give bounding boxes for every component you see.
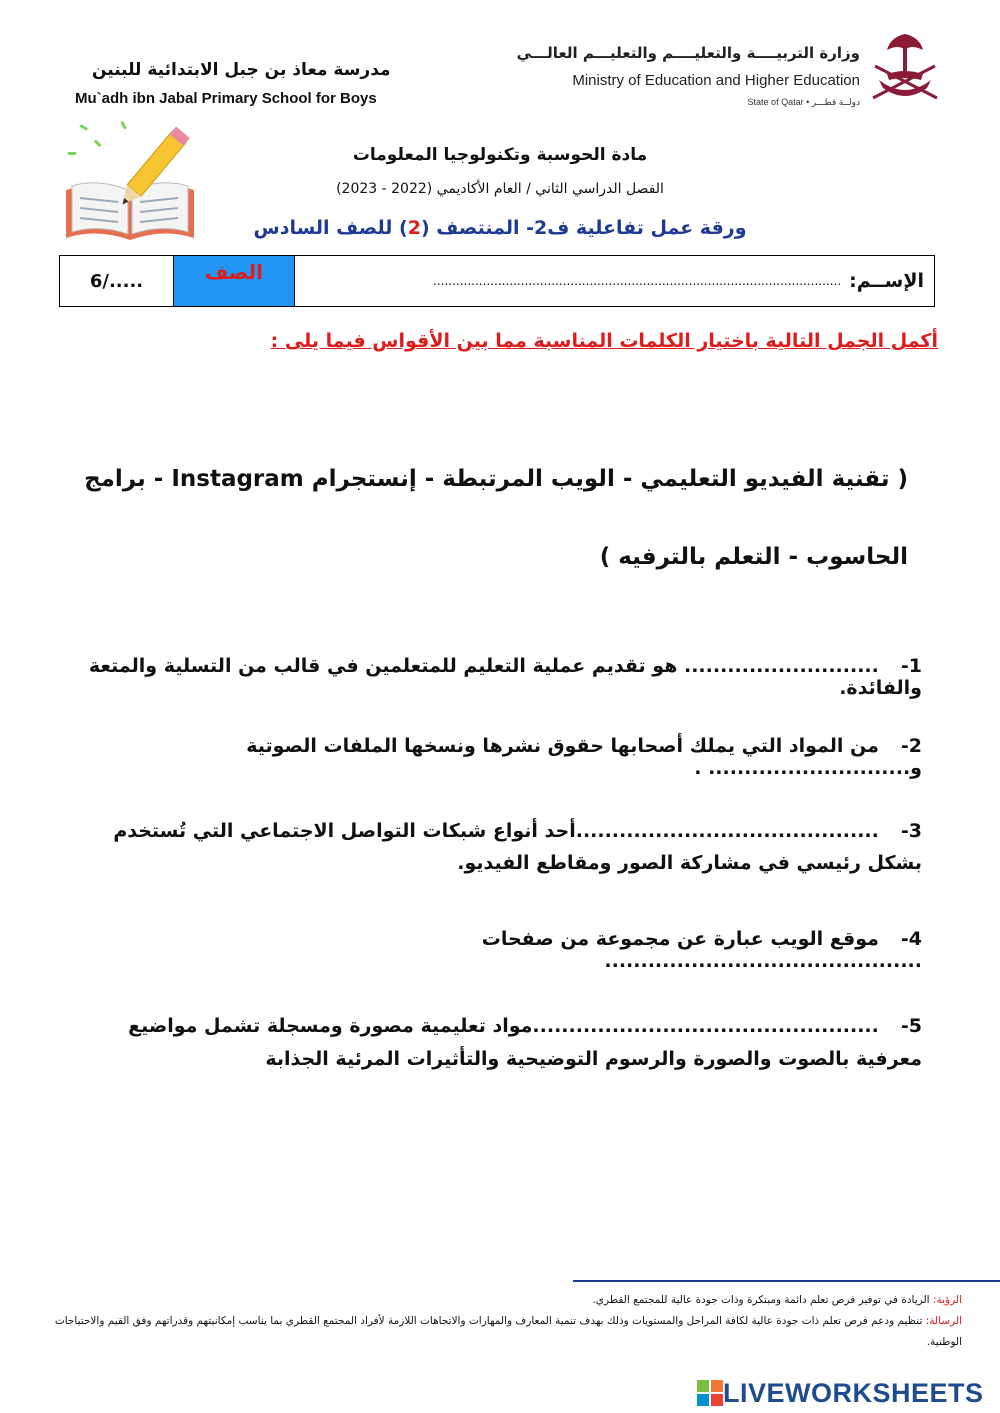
question-number: 2- [900, 735, 922, 757]
question-number: 3- [900, 820, 922, 842]
question-3 [110, 815, 922, 879]
question-5 [100, 1010, 922, 1076]
mission-line [40, 1311, 962, 1353]
question-number: 4- [900, 928, 922, 950]
footer-divider [573, 1280, 1000, 1282]
liveworksheets-logo-icon [697, 1380, 723, 1408]
vision-label: الرؤية: [932, 1294, 962, 1306]
student-info-table [59, 255, 935, 307]
book-pencil-icon [60, 120, 200, 250]
name-cell [295, 256, 934, 306]
school-name-arabic: مدرسة معاذ بن جبل الابتدائية للبنين [92, 60, 391, 80]
grade-value-field[interactable]: 6/..... [60, 256, 174, 306]
word-bank: ( تقنية الفيديو التعليمي - الويب المرتبطة - إنستجرام Instagram - برامج الحاسوب - التعلم بالترفيه ) [84, 466, 908, 570]
question-text[interactable]: من المواد التي يملك أصحابها حقوق نشرها ونسخها الملفات الصوتية و............................ . [246, 735, 922, 779]
worksheet-title [180, 217, 820, 239]
question-1 [85, 655, 922, 699]
question-text[interactable]: موقع الويب عبارة عن مجموعة من صفحات ............................................ [481, 928, 922, 972]
name-label: الإســم: [849, 270, 924, 292]
instruction-text: أكمل الجمل التالية باختيار الكلمات المناسبة مما بين الأقواس فيما يلى : [270, 330, 938, 352]
ministry-name-english: Ministry of Education and Higher Education [572, 72, 860, 89]
grade-label: الصف [174, 256, 295, 306]
question-4 [190, 928, 922, 972]
vision-mission-block [40, 1290, 962, 1353]
vision-line [40, 1290, 962, 1311]
title-number: 2 [407, 217, 421, 239]
question-text[interactable]: ........................... هو تقديم عملية التعليم للمتعلمين في قالب من التسلية والمتعة والفائدة. [88, 655, 922, 699]
title-prefix: ورقة عمل تفاعلية ف2- المنتصف ( [420, 217, 747, 239]
mission-text: تنظيم ودعم فرص تعلم ذات جودة عالية لكافة المراحل والمستويات وذلك بهدف تنمية المعارف والمهارات والاتجاهات اللازمة لأفراد المجتمع القطري بما يناسب إمكانيتهم وقدراتهم وفق القيم والاحتياجات الوطنية. [54, 1315, 962, 1348]
question-2 [60, 735, 922, 779]
ministry-emblem-icon [865, 28, 945, 108]
question-text[interactable]: ..........................................أحد أنواع شبكات التواصل الاجتماعي التي تُستخدم بشكل رئيسي في مشاركة الصور ومقاطع الفيديو. [113, 820, 922, 874]
liveworksheets-brand: LIVEWORKSHEETS [723, 1378, 984, 1408]
vision-text: الريادة في توفير فرص تعلم دائمة ومبتكرة وذات جودة عالية للمجتمع القطري. [592, 1294, 930, 1306]
question-number: 1- [900, 655, 922, 677]
title-suffix: ) للصف السادس [253, 217, 408, 239]
state-of-qatar-label: State of Qatar • دولــة قطـــر [747, 97, 860, 107]
ministry-name-arabic: وزارة التربيــــة والتعليــــم والتعليـــم العالـــي [516, 44, 860, 62]
name-input-field[interactable]: ........................................................................................................... [433, 274, 842, 288]
semester-label: الفصل الدراسي الثاني / العام الأكاديمي (2022 - 2023) [336, 181, 664, 197]
subject-title: مادة الحوسبة وتكنولوجيا المعلومات [352, 145, 648, 165]
question-text[interactable]: ................................................مواد تعليمية مصورة ومسجلة تشمل مواضيع معرفية بالصوت والصورة والرسوم التوضيحية والتأثيرات المرئية الجذابة [128, 1015, 922, 1070]
question-number: 5- [900, 1015, 922, 1037]
school-name-english: Mu`adh ibn Jabal Primary School for Boys [75, 90, 377, 107]
mission-label: الرسالة: [925, 1315, 962, 1327]
liveworksheets-logo[interactable] [697, 1378, 984, 1409]
